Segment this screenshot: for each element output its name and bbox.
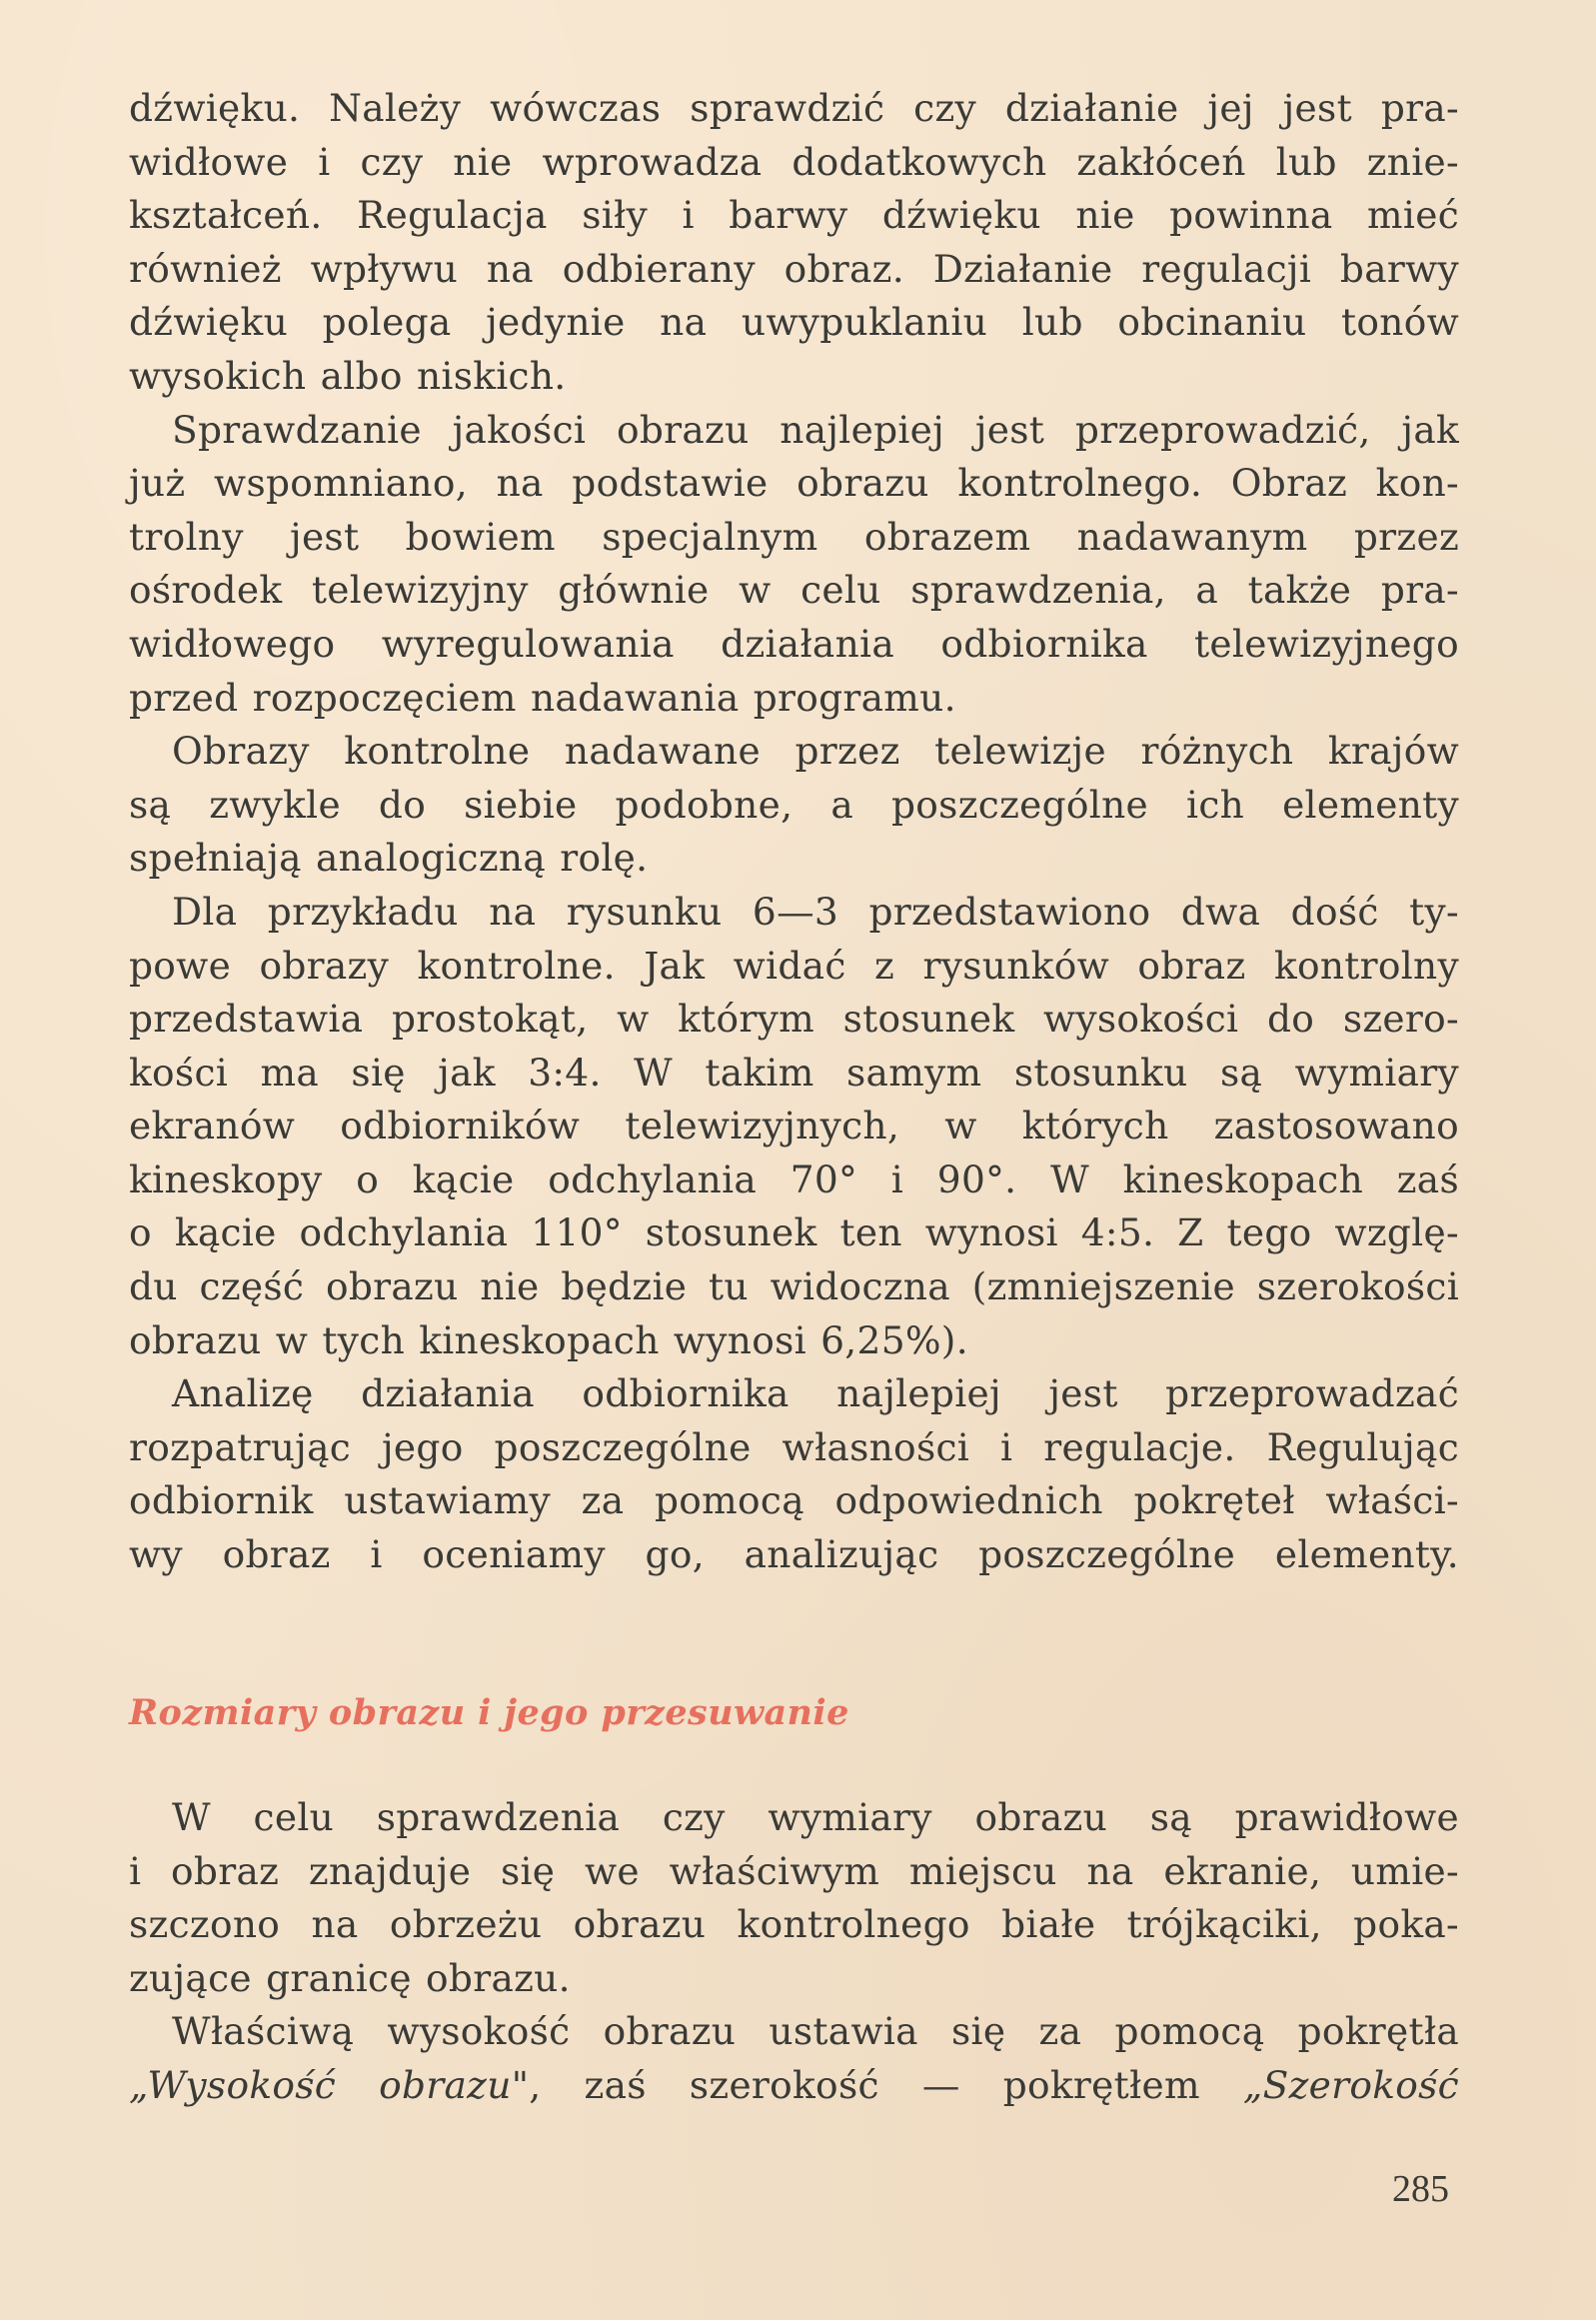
text-line: obrazu w tych kineskopach wynosi 6,25%). <box>129 1317 968 1362</box>
paragraph <box>129 1367 1459 1581</box>
paragraph <box>129 1791 1459 2005</box>
text-line: i obraz znajduje się we właściwym miejscu na ekranie, umie- <box>129 1848 1459 1893</box>
text-line: dźwięku. Należy wówczas sprawdzić czy działanie jej jest pra- <box>129 86 1459 130</box>
page-body <box>129 82 1459 1582</box>
text-line: wy obraz i oceniamy go, analizując poszczególne elementy. <box>129 1532 1459 1577</box>
text-line: kineskopy o kącie odchylania 70° i 90°. W kineskopach zaś <box>129 1157 1459 1201</box>
text-line: szczono na obrzeżu obrazu kontrolnego białe trójkąciki, poka- <box>129 1902 1459 1947</box>
text-line: ośrodek telewizyjny głównie w celu sprawdzenia, a także pra- <box>129 568 1459 613</box>
text-span: , zaś szerokość — pokrętłem <box>529 2062 1243 2107</box>
paragraph <box>129 2005 1459 2112</box>
text-line: ekranów odbiorników telewizyjnych, w których zastosowano <box>129 1104 1459 1149</box>
paragraph <box>129 82 1459 404</box>
text-line: Analizę działania odbiornika najlepiej jest przeprowadzać <box>172 1371 1459 1416</box>
text-line: widłowego wyregulowania działania odbiornika telewizyjnego <box>129 621 1459 666</box>
section-heading: Rozmiary obrazu i jego przesuwanie <box>129 1692 849 1733</box>
paragraph <box>129 725 1459 886</box>
text-line: trolny jest bowiem specjalnym obrazem nadawanym przez <box>129 514 1459 559</box>
text-line: już wspomniano, na podstawie obrazu kontrolnego. Obraz kon- <box>129 461 1459 506</box>
text-line: Dla przykładu na rysunku 6—3 przedstawiono dwa dość ty- <box>172 889 1459 934</box>
text-line: powe obrazy kontrolne. Jak widać z rysunków obraz kontrolny <box>129 943 1459 988</box>
italic-term: „Wysokość obrazu" <box>129 2062 530 2107</box>
text-line <box>129 2059 1459 2113</box>
text-line: rozpatrując jego poszczególne własności i regulacje. Regulując <box>129 1424 1459 1469</box>
text-line: kości ma się jak 3:4. W takim samym stosunku są wymiary <box>129 1050 1459 1095</box>
text-line: Właściwą wysokość obrazu ustawia się za pomocą pokrętła <box>172 2009 1459 2054</box>
text-line: W celu sprawdzenia czy wymiary obrazu są prawidłowe <box>172 1795 1459 1839</box>
text-line: widłowe i czy nie wprowadza dodatkowych zakłóceń lub znie- <box>129 139 1459 184</box>
text-line: są zwykle do siebie podobne, a poszczególne ich elementy <box>129 782 1459 827</box>
text-line: spełniają analogiczną rolę. <box>129 836 649 881</box>
section-body <box>129 1791 1459 2113</box>
text-line: kształceń. Regulacja siły i barwy dźwięku nie powinna mieć <box>129 193 1459 238</box>
italic-term: „Szerokość <box>1242 2062 1459 2107</box>
page-number: 285 <box>1392 2168 1449 2210</box>
text-line: zujące granicę obrazu. <box>129 1955 571 2000</box>
text-line: o kącie odchylania 110° stosunek ten wynosi 4:5. Z tego wzglę- <box>129 1210 1459 1255</box>
paragraph <box>129 886 1459 1367</box>
text-line: du część obrazu nie będzie tu widoczna (zmniejszenie szerokości <box>129 1264 1459 1309</box>
text-line: Obrazy kontrolne nadawane przez telewizje różnych krajów <box>172 729 1459 774</box>
text-line: również wpływu na odbierany obraz. Działanie regulacji barwy <box>129 246 1459 291</box>
text-line: dźwięku polega jedynie na uwypuklaniu lub obcinaniu tonów <box>129 300 1459 345</box>
paragraph <box>129 404 1459 726</box>
text-line: Sprawdzanie jakości obrazu najlepiej jest przeprowadzić, jak <box>172 407 1459 452</box>
text-line: wysokich albo niskich. <box>129 353 567 398</box>
text-line: odbiornik ustawiamy za pomocą odpowiednich pokręteł właści- <box>129 1478 1459 1523</box>
text-line: przedstawia prostokąt, w którym stosunek wysokości do szero- <box>129 997 1459 1042</box>
text-line: przed rozpoczęciem nadawania programu. <box>129 675 956 720</box>
